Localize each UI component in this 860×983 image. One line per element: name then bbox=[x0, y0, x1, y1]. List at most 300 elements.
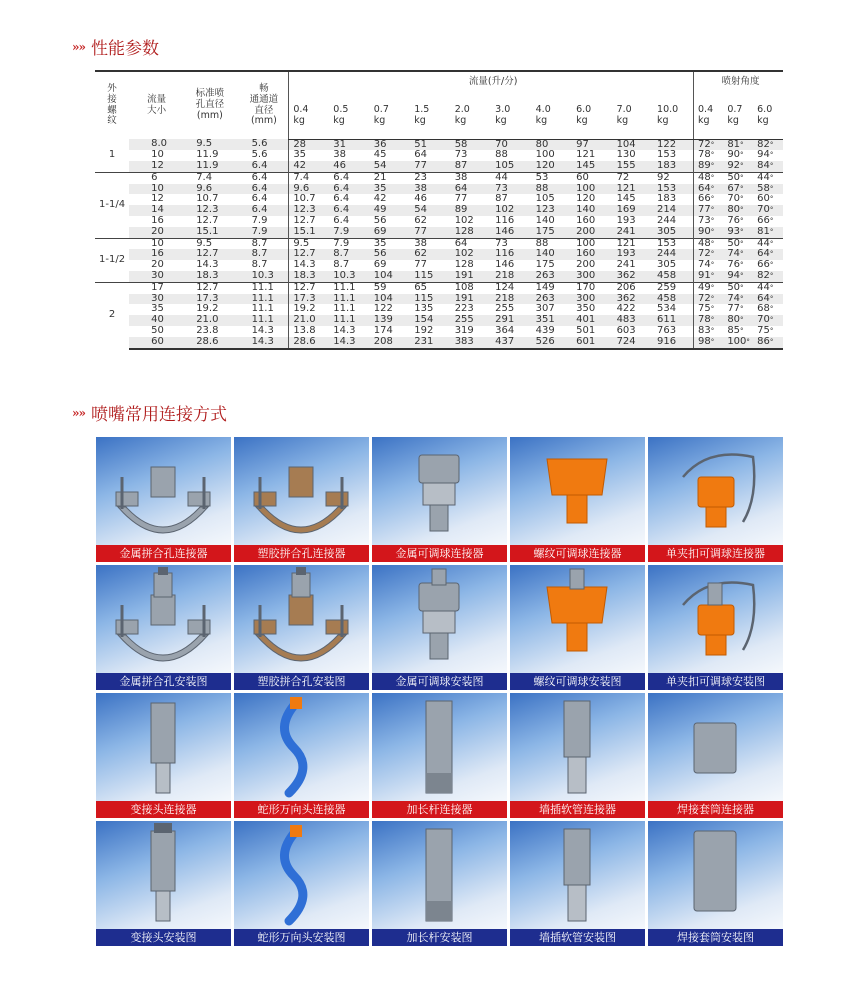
pressure-unit: kg bbox=[293, 114, 305, 126]
passage-cell: 11.1 bbox=[236, 282, 289, 293]
flow-cell: 31 bbox=[329, 139, 369, 150]
size-cell: 30 bbox=[129, 294, 180, 305]
flow-cell: 223 bbox=[454, 303, 474, 315]
flow-cell: 36 bbox=[370, 139, 410, 150]
connector-tile bbox=[372, 821, 507, 946]
flow-cell: 362 bbox=[613, 294, 653, 305]
orifice-cell: 14.3 bbox=[196, 259, 219, 271]
flow-cell: 92 bbox=[653, 172, 693, 183]
header-size: 流量 大小 bbox=[129, 71, 180, 139]
flex-hose-icon bbox=[234, 693, 369, 801]
flow-cell: 10.3 bbox=[329, 271, 369, 282]
connector-tile bbox=[96, 821, 231, 946]
pressure-unit: kg bbox=[727, 114, 739, 126]
adapter-icon bbox=[96, 693, 231, 801]
connector-tile bbox=[372, 437, 507, 562]
flow-cell: 6.4 bbox=[329, 172, 369, 183]
orifice-cell: 9.5 bbox=[180, 139, 235, 150]
table-row bbox=[95, 271, 783, 282]
flow-cell: 104 bbox=[370, 271, 410, 282]
connector-tile bbox=[96, 565, 231, 690]
flow-cell: 53 bbox=[532, 172, 572, 183]
flow-cell: 13.8 bbox=[289, 326, 329, 337]
angle-cell: 76° bbox=[727, 215, 744, 227]
flow-cell: 128 bbox=[451, 227, 491, 238]
degree-symbol: ° bbox=[769, 261, 774, 270]
angle-cell: 82° bbox=[753, 271, 783, 282]
connector-caption: 塑胶拼合孔连接器 bbox=[234, 545, 369, 562]
flow-cell: 21.0 bbox=[289, 315, 329, 326]
connector-tile bbox=[234, 437, 369, 562]
orifice-cell: 9.5 bbox=[180, 238, 235, 249]
pressure-header: 1.5 kg bbox=[410, 93, 450, 139]
plastic-split-clamp-icon bbox=[234, 437, 369, 545]
flow-cell: 130 bbox=[616, 149, 636, 161]
pressure-unit: kg bbox=[657, 114, 669, 126]
flow-cell: 12.7 bbox=[289, 249, 329, 260]
flow-cell: 38 bbox=[451, 172, 491, 183]
angle-cell: 76° bbox=[727, 259, 744, 271]
flow-cell: 192 bbox=[414, 325, 434, 337]
flow-cell: 145 bbox=[616, 193, 636, 205]
angle-cell: 50° bbox=[723, 172, 753, 183]
flow-cell: 9.5 bbox=[289, 238, 329, 249]
connector-caption: 变接头安装图 bbox=[96, 929, 231, 946]
flow-cell: 122 bbox=[373, 303, 393, 315]
flow-cell: 69 bbox=[370, 227, 410, 238]
pressure-unit: kg bbox=[616, 114, 629, 126]
flow-cell: 263 bbox=[532, 271, 572, 282]
flow-cell: 104 bbox=[370, 294, 410, 305]
passage-cell: 10.3 bbox=[236, 271, 289, 282]
angle-cell: 78° bbox=[694, 150, 724, 161]
flow-cell: 28.6 bbox=[289, 337, 329, 349]
flow-cell: 362 bbox=[613, 271, 653, 282]
orifice-cell: 9.6 bbox=[180, 184, 235, 195]
table-row bbox=[95, 161, 783, 172]
flow-cell: 54 bbox=[370, 161, 410, 172]
flow-cell: 183 bbox=[653, 161, 693, 172]
orifice-cell: 10.7 bbox=[196, 193, 219, 205]
angle-cell: 78° bbox=[694, 315, 724, 326]
flow-cell: 62 bbox=[410, 249, 450, 260]
flow-cell: 526 bbox=[532, 337, 572, 349]
flow-cell: 439 bbox=[535, 325, 555, 337]
flow-cell: 80 bbox=[532, 139, 572, 150]
flow-cell: 77 bbox=[454, 193, 468, 205]
flow-cell: 153 bbox=[657, 149, 677, 161]
flow-cell: 124 bbox=[491, 282, 531, 293]
degree-symbol: ° bbox=[740, 217, 744, 226]
flow-cell: 88 bbox=[532, 184, 572, 195]
orifice-cell: 12.7 bbox=[180, 282, 235, 293]
flow-cell: 160 bbox=[576, 215, 596, 227]
degree-symbol: ° bbox=[740, 206, 744, 215]
flow-cell: 65 bbox=[410, 282, 450, 293]
flow-cell: 183 bbox=[657, 193, 677, 205]
flow-cell: 307 bbox=[535, 303, 555, 315]
connector-caption: 单夹扣可调球安装图 bbox=[648, 673, 783, 690]
double-chevron-icon: »» bbox=[72, 405, 85, 420]
flow-cell: 100 bbox=[572, 238, 612, 249]
flow-cell: 51 bbox=[410, 139, 450, 150]
flow-cell: 88 bbox=[532, 238, 572, 249]
degree-symbol: ° bbox=[769, 195, 774, 204]
flow-cell: 64 bbox=[451, 184, 491, 195]
flow-cell: 12.7 bbox=[289, 282, 329, 293]
header-flow: 流量(升/分) bbox=[289, 71, 694, 93]
angle-cell: 44° bbox=[753, 282, 783, 293]
angle-cell: 77° bbox=[694, 205, 724, 216]
thread-size-cell: 1-1/2 bbox=[95, 238, 129, 282]
degree-symbol: ° bbox=[740, 239, 744, 248]
size-cell: 8.0 bbox=[129, 139, 180, 150]
thread-size-cell: 2 bbox=[95, 282, 129, 348]
flow-cell: 21 bbox=[370, 172, 410, 183]
flow-cell: 116 bbox=[491, 249, 531, 260]
angle-cell: 64° bbox=[694, 184, 724, 195]
degree-symbol: ° bbox=[769, 239, 774, 248]
flow-cell: 38 bbox=[410, 238, 450, 249]
flow-cell: 135 bbox=[414, 303, 434, 315]
degree-symbol: ° bbox=[740, 250, 744, 259]
flow-cell: 60 bbox=[572, 172, 612, 183]
flow-cell: 62 bbox=[414, 215, 427, 227]
flow-cell: 350 bbox=[576, 303, 596, 315]
flow-cell: 6.4 bbox=[329, 205, 369, 216]
degree-symbol: ° bbox=[710, 173, 715, 182]
connector-tile bbox=[510, 693, 645, 818]
flow-cell: 49 bbox=[370, 205, 410, 216]
flow-cell: 601 bbox=[572, 337, 612, 349]
flow-cell: 116 bbox=[495, 215, 515, 227]
flow-cell: 54 bbox=[410, 205, 450, 216]
angle-cell: 85° bbox=[727, 325, 744, 337]
degree-symbol: ° bbox=[740, 162, 744, 171]
section-title-performance bbox=[72, 34, 159, 59]
flow-cell: 534 bbox=[657, 303, 677, 315]
table-row bbox=[95, 282, 783, 293]
flow-cell: 14.3 bbox=[333, 325, 356, 337]
weld-sleeve-assembly-icon bbox=[648, 821, 783, 929]
flow-cell: 305 bbox=[657, 259, 677, 271]
angle-cell: 89° bbox=[694, 161, 724, 172]
angle-cell: 90° bbox=[727, 149, 744, 161]
flow-cell: 17.3 bbox=[289, 294, 329, 305]
flow-cell: 401 bbox=[572, 315, 612, 326]
angle-cell: 74° bbox=[723, 249, 753, 260]
flow-cell: 140 bbox=[535, 215, 555, 227]
flow-cell: 88 bbox=[495, 149, 508, 161]
passage-cell: 7.9 bbox=[236, 227, 289, 238]
flow-cell: 87 bbox=[451, 161, 491, 172]
flow-cell: 105 bbox=[491, 161, 531, 172]
clip-ball-joint-icon bbox=[648, 437, 783, 545]
pressure-header: 6.0 kg bbox=[572, 93, 612, 139]
angle-cell: 84° bbox=[753, 161, 783, 172]
angle-cell: 100° bbox=[723, 337, 753, 349]
degree-symbol: ° bbox=[710, 316, 715, 325]
degree-symbol: ° bbox=[769, 227, 774, 236]
flow-cell: 73 bbox=[454, 149, 468, 161]
flow-cell: 123 bbox=[532, 205, 572, 216]
connector-tile bbox=[372, 565, 507, 690]
flow-cell: 73 bbox=[491, 238, 531, 249]
flow-cell: 35 bbox=[289, 150, 329, 161]
passage-cell: 11.1 bbox=[236, 315, 289, 326]
passage-cell: 14.3 bbox=[236, 337, 289, 349]
degree-symbol: ° bbox=[769, 294, 774, 303]
degree-symbol: ° bbox=[769, 184, 774, 193]
passage-cell: 6.4 bbox=[251, 193, 268, 205]
flow-cell: 58 bbox=[451, 139, 491, 150]
flow-cell: 208 bbox=[370, 337, 410, 349]
size-cell: 40 bbox=[129, 315, 180, 326]
connector-caption: 变接头连接器 bbox=[96, 801, 231, 818]
degree-symbol: ° bbox=[710, 239, 715, 248]
flow-cell: 146 bbox=[491, 227, 531, 238]
degree-symbol: ° bbox=[710, 327, 715, 336]
angle-cell: 50° bbox=[723, 238, 753, 249]
angle-cell: 93° bbox=[723, 227, 753, 238]
connector-caption: 蛇形万向头连接器 bbox=[234, 801, 369, 818]
passage-cell: 11.1 bbox=[251, 303, 274, 315]
pressure-header: 3.0 kg bbox=[491, 93, 531, 139]
degree-symbol: ° bbox=[740, 272, 744, 281]
degree-symbol: ° bbox=[740, 261, 744, 270]
angle-cell: 68° bbox=[757, 303, 774, 315]
flow-cell: 7.9 bbox=[329, 238, 369, 249]
connector-tile bbox=[96, 437, 231, 562]
size-cell: 10 bbox=[129, 184, 180, 195]
flow-cell: 255 bbox=[495, 303, 515, 315]
size-cell: 12 bbox=[129, 161, 180, 172]
angle-cell: 70° bbox=[727, 193, 744, 205]
angle-cell: 72° bbox=[694, 294, 724, 305]
performance-table bbox=[95, 70, 783, 350]
connector-caption: 金属拼合孔连接器 bbox=[96, 545, 231, 562]
flow-cell: 100 bbox=[572, 184, 612, 195]
flow-cell: 120 bbox=[576, 193, 596, 205]
flow-cell: 241 bbox=[616, 259, 636, 271]
degree-symbol: ° bbox=[769, 162, 774, 171]
size-cell: 10 bbox=[129, 238, 180, 249]
hose-barb-icon bbox=[510, 693, 645, 801]
flow-cell: 69 bbox=[373, 259, 387, 271]
angle-cell: 44° bbox=[753, 172, 783, 183]
connector-tile bbox=[648, 437, 783, 562]
passage-cell: 8.7 bbox=[236, 238, 289, 249]
degree-symbol: ° bbox=[710, 294, 715, 303]
angle-pressure-header: 6.0 kg bbox=[753, 93, 783, 139]
degree-symbol: ° bbox=[769, 250, 774, 259]
orifice-cell: 11.9 bbox=[180, 161, 235, 172]
flow-cell: 70 bbox=[491, 139, 531, 150]
connector-tile bbox=[234, 821, 369, 946]
passage-cell: 6.4 bbox=[236, 172, 289, 183]
size-cell: 16 bbox=[129, 249, 180, 260]
connector-caption: 加长杆连接器 bbox=[372, 801, 507, 818]
flow-cell: 89 bbox=[451, 205, 491, 216]
flow-cell: 102 bbox=[454, 215, 474, 227]
flow-cell: 121 bbox=[576, 149, 596, 161]
angle-cell: 94° bbox=[723, 271, 753, 282]
flow-cell: 291 bbox=[491, 315, 531, 326]
pressure-unit: kg bbox=[414, 114, 426, 126]
flow-cell: 160 bbox=[572, 249, 612, 260]
connector-caption: 焊接套筒连接器 bbox=[648, 801, 783, 818]
degree-symbol: ° bbox=[740, 283, 744, 292]
flow-cell: 46 bbox=[414, 193, 427, 205]
flow-cell: 146 bbox=[495, 259, 515, 271]
extension-rod-icon bbox=[372, 693, 507, 801]
flow-cell: 174 bbox=[373, 325, 393, 337]
degree-symbol: ° bbox=[710, 151, 715, 160]
flow-cell: 14.3 bbox=[329, 337, 369, 349]
connector-tile bbox=[234, 693, 369, 818]
flow-cell: 128 bbox=[454, 259, 474, 271]
flow-cell: 11.1 bbox=[329, 282, 369, 293]
size-cell: 60 bbox=[129, 337, 180, 349]
section-title-text: 性能参数 bbox=[91, 39, 159, 59]
degree-symbol: ° bbox=[740, 140, 744, 149]
degree-symbol: ° bbox=[769, 272, 774, 281]
degree-symbol: ° bbox=[710, 261, 715, 270]
flex-hose-assembly-icon bbox=[234, 821, 369, 929]
flow-cell: 35 bbox=[370, 238, 410, 249]
orifice-cell: 18.3 bbox=[180, 271, 235, 282]
flow-cell: 121 bbox=[613, 184, 653, 195]
orifice-cell: 21.0 bbox=[180, 315, 235, 326]
degree-symbol: ° bbox=[710, 250, 715, 259]
flow-cell: 140 bbox=[532, 249, 572, 260]
flow-cell: 501 bbox=[576, 325, 596, 337]
flow-cell: 73 bbox=[491, 184, 531, 195]
flow-cell: 115 bbox=[410, 271, 450, 282]
degree-symbol: ° bbox=[769, 217, 774, 226]
pressure-header: 0.4 kg bbox=[289, 93, 329, 139]
size-cell: 35 bbox=[151, 303, 164, 315]
flow-cell: 153 bbox=[653, 184, 693, 195]
pressure-header: 10.0 kg bbox=[653, 93, 693, 139]
flow-cell: 35 bbox=[370, 184, 410, 195]
flow-cell: 191 bbox=[451, 271, 491, 282]
flow-cell: 383 bbox=[451, 337, 491, 349]
flow-cell: 154 bbox=[410, 315, 450, 326]
angle-cell: 80° bbox=[723, 205, 753, 216]
connector-caption: 螺纹可调球安装图 bbox=[510, 673, 645, 690]
size-cell: 6 bbox=[129, 172, 180, 183]
flow-cell: 175 bbox=[535, 259, 555, 271]
degree-symbol: ° bbox=[746, 337, 750, 346]
degree-symbol: ° bbox=[740, 173, 744, 182]
size-cell: 30 bbox=[129, 271, 180, 282]
connector-caption: 塑胶拼合孔安装图 bbox=[234, 673, 369, 690]
clip-ball-joint-assembly-icon bbox=[648, 565, 783, 673]
angle-cell: 90° bbox=[694, 227, 724, 238]
flow-cell: 6.4 bbox=[333, 193, 350, 205]
passage-cell: 6.4 bbox=[236, 184, 289, 195]
hose-barb-assembly-icon bbox=[510, 821, 645, 929]
flow-cell: 122 bbox=[653, 139, 693, 150]
flow-cell: 11.1 bbox=[333, 303, 356, 315]
degree-symbol: ° bbox=[740, 294, 744, 303]
flow-cell: 102 bbox=[491, 205, 531, 216]
section-title-connections bbox=[72, 400, 227, 425]
degree-symbol: ° bbox=[740, 227, 744, 236]
degree-symbol: ° bbox=[769, 337, 774, 346]
angle-cell: 98° bbox=[694, 337, 724, 349]
passage-cell: 6.4 bbox=[236, 161, 289, 172]
flow-cell: 77 bbox=[410, 161, 450, 172]
extension-rod-assembly-icon bbox=[372, 821, 507, 929]
connector-tile bbox=[372, 693, 507, 818]
degree-symbol: ° bbox=[740, 305, 744, 314]
orifice-cell: 28.6 bbox=[180, 337, 235, 349]
degree-symbol: ° bbox=[769, 151, 774, 160]
flow-cell: 244 bbox=[657, 215, 677, 227]
size-cell: 20 bbox=[129, 227, 180, 238]
flow-cell: 8.7 bbox=[329, 249, 369, 260]
pressure-header: 0.7 kg bbox=[370, 93, 410, 139]
passage-cell: 5.6 bbox=[236, 139, 289, 150]
header-passage: 畅 通通道 直径 (mm) bbox=[236, 71, 289, 139]
flow-cell: 97 bbox=[572, 139, 612, 150]
connector-tile bbox=[648, 693, 783, 818]
flow-cell: 170 bbox=[572, 282, 612, 293]
adapter-assembly-icon bbox=[96, 821, 231, 929]
connector-gallery bbox=[96, 437, 783, 947]
flow-cell: 19.2 bbox=[289, 304, 329, 315]
flow-cell: 87 bbox=[495, 193, 508, 205]
degree-symbol: ° bbox=[710, 227, 715, 236]
flow-cell: 422 bbox=[616, 303, 636, 315]
angle-cell: 66° bbox=[757, 259, 774, 271]
angle-cell: 60° bbox=[757, 193, 774, 205]
connector-caption: 金属可调球连接器 bbox=[372, 545, 507, 562]
degree-symbol: ° bbox=[710, 217, 715, 226]
flow-cell: 364 bbox=[495, 325, 515, 337]
flow-cell: 724 bbox=[613, 337, 653, 349]
angle-cell: 48° bbox=[694, 172, 724, 183]
flow-cell: 206 bbox=[613, 282, 653, 293]
pressure-header: 4.0 kg bbox=[532, 93, 572, 139]
header-row bbox=[95, 71, 783, 93]
passage-cell: 14.3 bbox=[251, 325, 274, 337]
passage-cell: 8.7 bbox=[236, 249, 289, 260]
flow-cell: 10.7 bbox=[289, 194, 329, 205]
flow-cell: 46 bbox=[329, 161, 369, 172]
pressure-unit: kg bbox=[698, 114, 710, 126]
degree-symbol: ° bbox=[769, 327, 774, 336]
flow-cell: 15.1 bbox=[289, 227, 329, 238]
angle-pressure-header: 0.4 kg bbox=[694, 93, 724, 139]
degree-symbol: ° bbox=[740, 151, 744, 160]
flow-cell: 483 bbox=[613, 315, 653, 326]
flow-cell: 458 bbox=[653, 271, 693, 282]
threaded-ball-joint-icon bbox=[510, 437, 645, 545]
flow-cell: 153 bbox=[653, 238, 693, 249]
flow-cell: 28 bbox=[289, 139, 329, 150]
metal-split-clamp-icon bbox=[96, 437, 231, 545]
flow-cell: 319 bbox=[454, 325, 474, 337]
connector-tile bbox=[96, 693, 231, 818]
pressure-header: 0.5 kg bbox=[329, 93, 369, 139]
flow-cell: 437 bbox=[491, 337, 531, 349]
size-cell: 10 bbox=[151, 149, 164, 161]
pressure-unit: kg bbox=[373, 114, 386, 126]
flow-cell: 763 bbox=[657, 325, 677, 337]
